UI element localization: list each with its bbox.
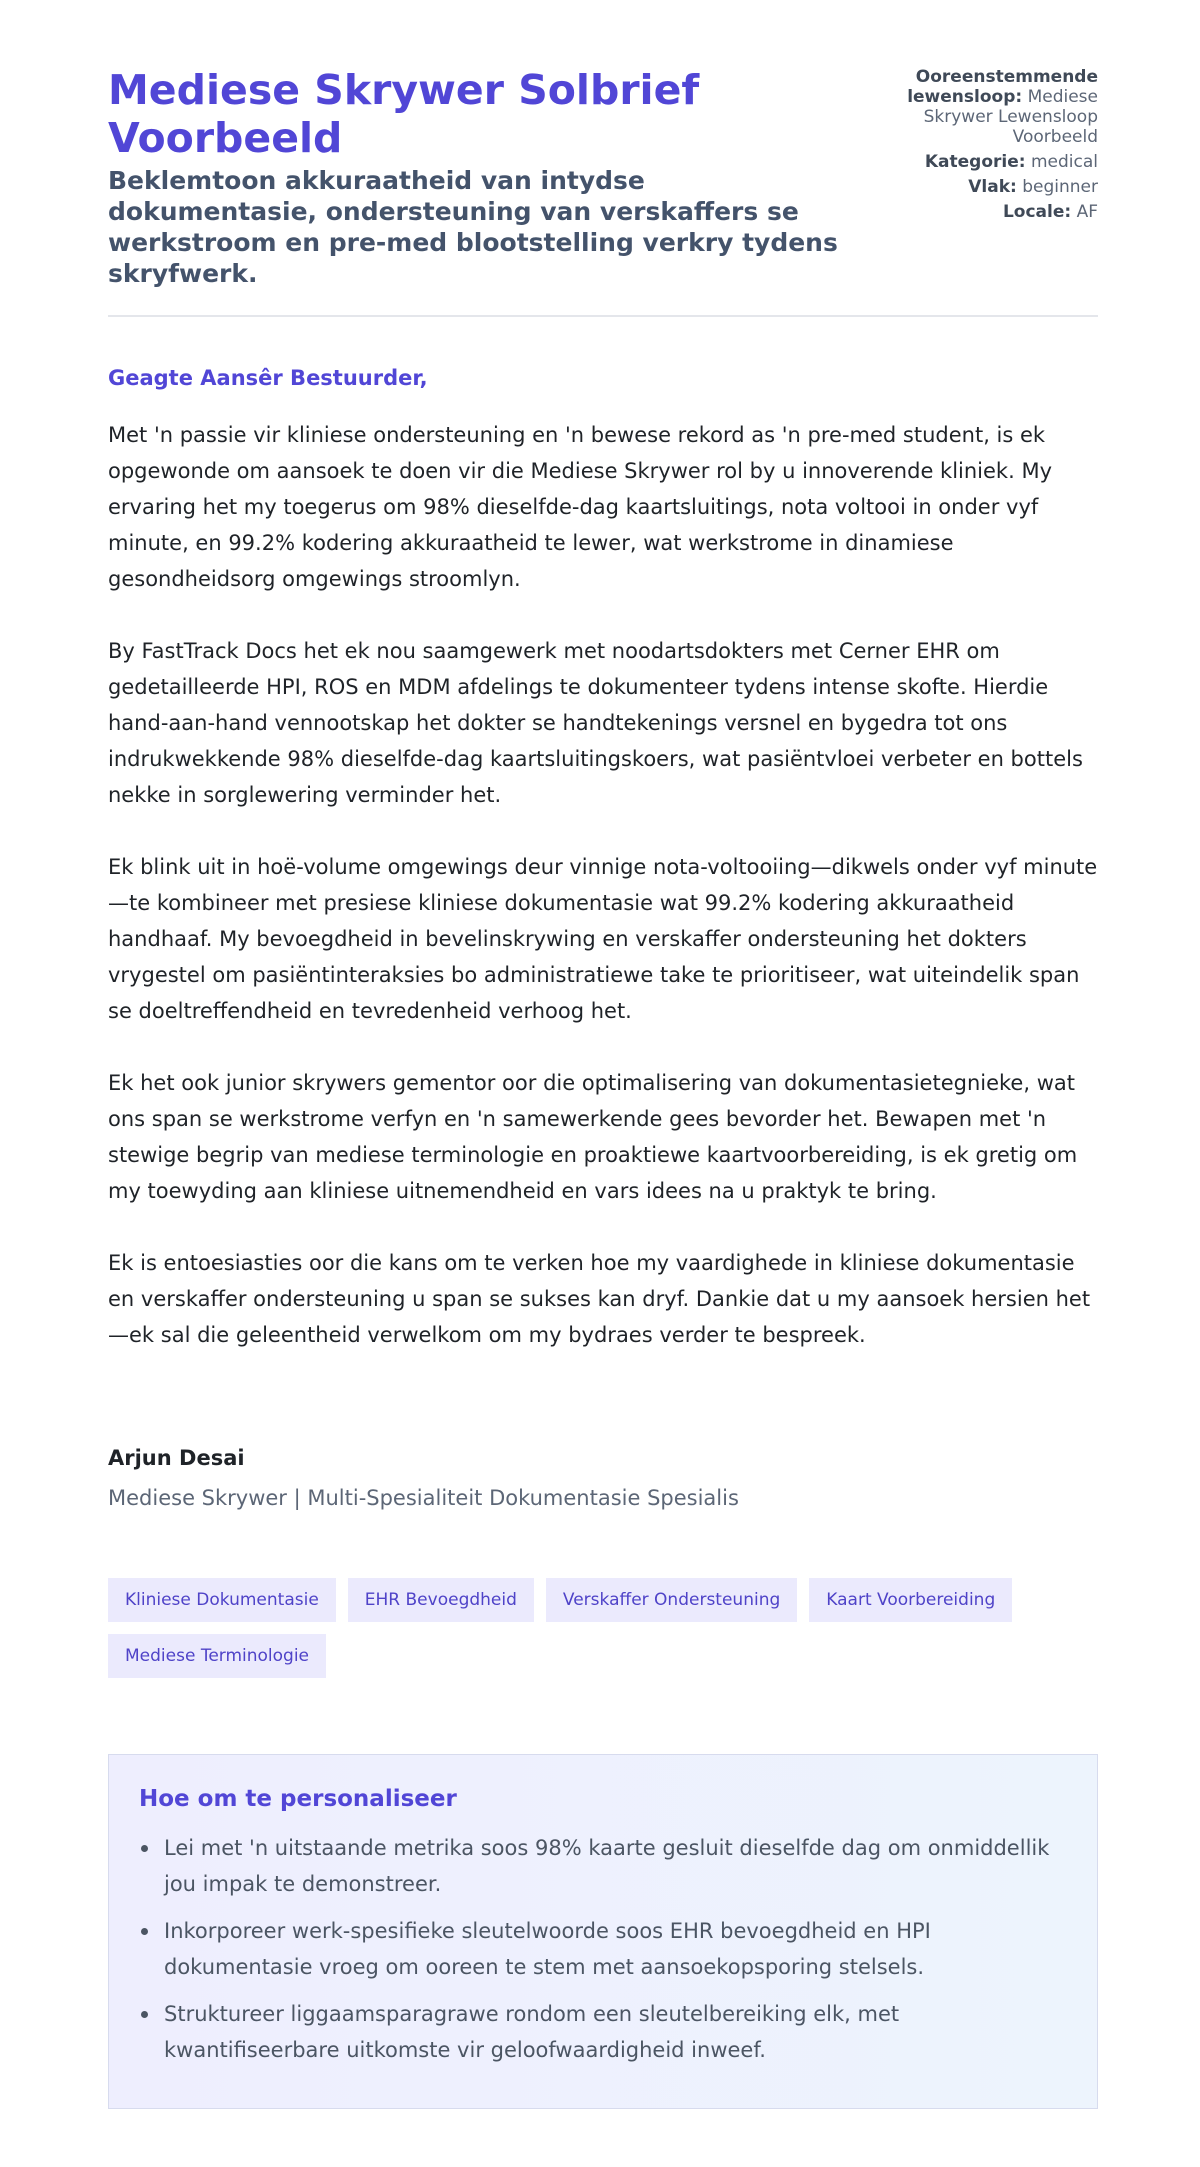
signature-title: Mediese Skrywer | Multi-Spesialiteit Dokumentasie Spesialis — [108, 1486, 739, 1510]
letter-paragraph: By FastTrack Docs het ek nou saamgewerk met noodartsdokters met Cerner EHR om gedetailleerde HPI, ROS en MDM afdelings te dokumenteer tydens intense skofte. Hierdie hand-aan-hand vennootskap het dokter se handtekenings versnel en bygedra tot ons indrukwekkende 98% dieselfde-dag kaartsluitingskoers, wat pasiëntvloei verbeter en bottels nekke in sorglewering verminder het. — [108, 639, 1083, 807]
letter-paragraph: Ek is entoesiasties oor die kans om te verken hoe my vaardighede in kliniese dokumentasie en verskaffer ondersteuning u span se sukses kan dryf. Dankie dat u my aansoek hersien het—ek sal die geleentheid verwelkom om my bydraes verder te bespreek. — [108, 1251, 1091, 1347]
category-row — [868, 152, 1098, 172]
matching-resume-link[interactable]: Mediese Skrywer Lewensloop Voorbeeld — [923, 87, 1098, 147]
level-row — [868, 177, 1098, 197]
skill-tag: Kaart Voorbereiding — [809, 1578, 1012, 1622]
skill-tag: EHR Bevoegdheid — [348, 1578, 534, 1622]
level-label: Vlak: — [968, 177, 1017, 197]
locale-row — [868, 202, 1098, 222]
skill-tags — [108, 1578, 1098, 1678]
tips-list — [139, 1830, 1067, 2068]
skill-tag: Kliniese Dokumentasie — [108, 1578, 336, 1622]
category-value: medical — [1030, 152, 1098, 172]
page-subtitle: Beklemtoon akkuraatheid van intydse dokumentasie, ondersteuning van verskaffers se werkstroom en pre-med blootstelling verkry tydens skryfwerk. — [108, 166, 838, 288]
personalization-tips-box — [108, 1754, 1098, 2109]
header-divider — [108, 315, 1098, 317]
tip-text: Inkorporeer werk-spesifieke sleutelwoorde soos EHR bevoegdheid en HPI dokumentasie vroeg om ooreen te stem met aansoekopsporing stelsels. — [164, 1919, 931, 1979]
tip-text: Lei met 'n uitstaande metrika soos 98% kaarte gesluit dieselfde dag om onmiddellik jou impak te demonstreer. — [164, 1836, 1050, 1896]
letter-paragraph: Ek het ook junior skrywers gementor oor die optimalisering van dokumentasietegnieke, wat ons span se werkstrome verfyn en 'n samewerkende gees bevorder het. Bewapen met 'n stewige begrip van mediese terminologie en proaktiewe kaartvoorbereiding, is ek gretig om my toewyding aan kliniese uitnemendheid en vars idees na u praktyk te bring. — [108, 1071, 1078, 1203]
skill-tag: Verskaffer Ondersteuning — [546, 1578, 797, 1622]
page-header — [108, 66, 1098, 289]
letter-body — [108, 365, 1098, 1389]
signature-block — [108, 1443, 1098, 1513]
locale-label: Locale: — [1002, 202, 1072, 222]
letter-greeting: Geagte Aansêr Bestuurder, — [108, 366, 428, 390]
tip-item — [139, 1913, 1067, 1985]
tip-item — [139, 1996, 1067, 2068]
tip-item — [139, 1830, 1067, 1902]
signature-name: Arjun Desai — [108, 1446, 245, 1470]
metadata-panel — [868, 67, 1098, 227]
matching-resume-row — [868, 67, 1098, 147]
locale-value: AF — [1076, 202, 1098, 222]
letter-paragraph: Ek blink uit in hoë-volume omgewings deur vinnige nota-voltooiing—dikwels onder vyf minute—te kombineer met presiese kliniese dokumentasie wat 99.2% kodering akkuraatheid handhaaf. My bevoegdheid in bevelinskrywing en verskaffer ondersteuning het dokters vrygestel om pasiëntinteraksies bo administratiewe take te prioritiseer, wat uiteindelik span se doeltreffendheid en tevredenheid verhoog het. — [108, 855, 1098, 1023]
skill-tag: Mediese Terminologie — [108, 1634, 326, 1678]
category-label: Kategorie: — [924, 152, 1026, 172]
level-value: beginner — [1022, 177, 1098, 197]
page-title: Mediese Skrywer Solbrief Voorbeeld — [108, 66, 700, 162]
tip-text: Struktureer liggaamsparagrawe rondom een sleutelbereiking elk, met kwantifiseerbare uitkomste vir geloofwaardigheid inweef. — [164, 2002, 900, 2062]
letter-paragraph: Met 'n passie vir kliniese ondersteuning en 'n bewese rekord as 'n pre-med student, is ek opgewonde om aansoek te doen vir die Mediese Skrywer rol by u innoverende kliniek. My ervaring het my toegerus om 98% dieselfde-dag kaartsluitings, nota voltooi in onder vyf minute, en 99.2% kodering akkuraatheid te lewer, wat werkstrome in dinamiese gesondheidsorg omgewings stroomlyn. — [108, 423, 1052, 591]
bullet-icon — [141, 1928, 148, 1935]
bullet-icon — [141, 1845, 148, 1852]
bullet-icon — [141, 2011, 148, 2018]
tips-heading: Hoe om te personaliseer — [139, 1786, 457, 1812]
matching-resume-label: Ooreenstemmende lewensloop: — [907, 67, 1098, 107]
